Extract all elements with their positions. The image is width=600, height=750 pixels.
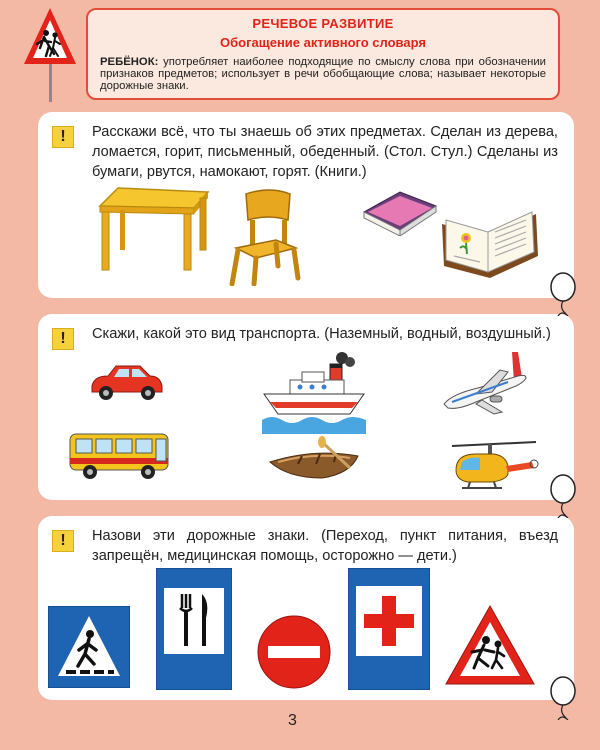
task-marker-icon: ! (52, 328, 74, 350)
rowboat-icon (264, 434, 364, 486)
ship-icon (262, 350, 366, 434)
section-title: РЕЧЕВОЕ РАЗВИТИЕ (252, 16, 394, 31)
children-warning-sign (444, 604, 536, 688)
helicopter-icon (448, 440, 540, 496)
goals-text: употребляет наиболее подходящие по смыслу слова при обозначении признаков предметов; использует в речи обобщающие слова; называет некоторые дорожные знаки. (100, 56, 546, 92)
task-marker-icon: ! (52, 126, 74, 148)
airplane-icon (438, 348, 532, 418)
page-number: 3 (288, 712, 297, 729)
task-text: Назови эти дорожные знаки. (Переход, пункт питания, въезд запрещён, медицинская помощь, осторожно — дети.) (92, 528, 558, 564)
goals-description (100, 56, 546, 92)
chair-icon (224, 186, 304, 286)
task-marker-icon: ! (52, 530, 74, 552)
balloon-icon (548, 474, 578, 518)
no-entry-sign (256, 614, 332, 690)
food-point-sign (156, 568, 232, 690)
task-text: Расскажи всё, что ты знаешь об этих предметах. Сделан из дерева, ломается, горит, письменный, обеденный. (Стол. Стул.) Сделаны из бумаги, рвутся, намокают, горят. (Книги.) (92, 124, 558, 180)
balloon-icon (548, 676, 578, 720)
section-subtitle: Обогащение активного словаря (220, 35, 426, 50)
goals-label: РЕБЁНОК: (100, 56, 159, 68)
table-icon (96, 184, 216, 274)
children-crossing-sign-icon (22, 6, 78, 102)
bus-icon (68, 430, 172, 482)
closed-book-icon (360, 188, 440, 236)
task-card-road-signs (38, 516, 574, 700)
balloon-icon (548, 272, 578, 316)
medical-aid-sign (348, 568, 430, 690)
header-panel (86, 8, 560, 100)
task-text: Скажи, какой это вид транспорта. (Наземный, водный, воздушный.) (92, 326, 551, 342)
car-icon (88, 362, 164, 404)
task-card-objects (38, 112, 574, 298)
pedestrian-crossing-sign (48, 606, 130, 688)
open-book-icon (440, 210, 540, 280)
task-card-transport (38, 314, 574, 500)
